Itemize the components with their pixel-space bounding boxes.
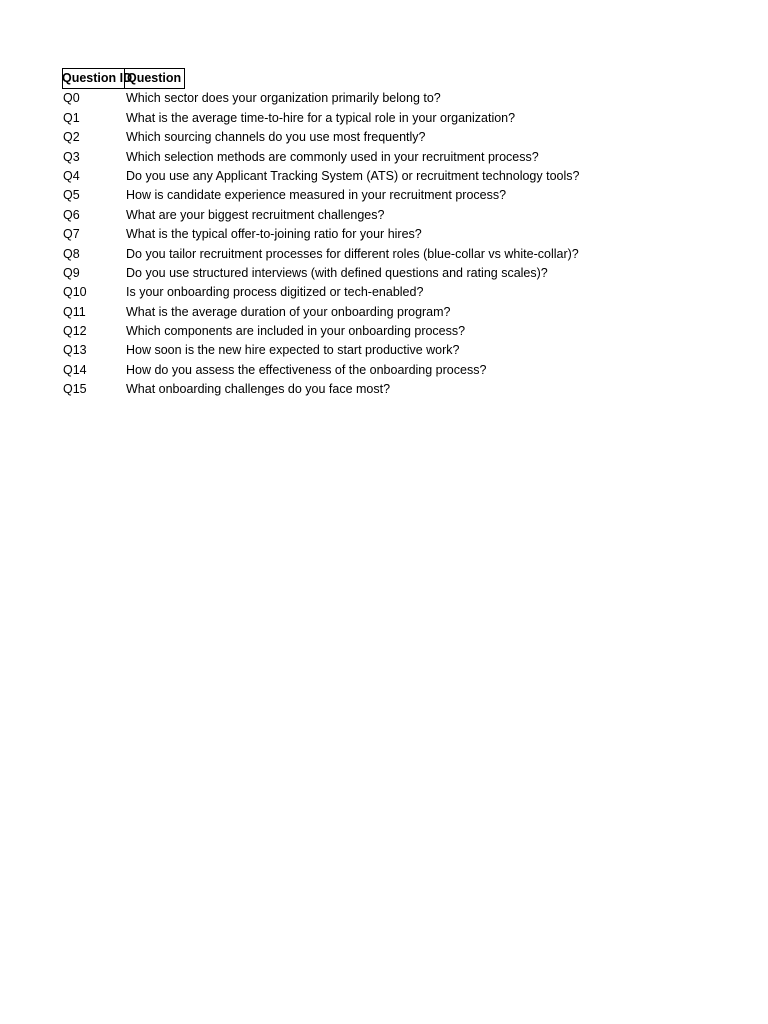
table-row xyxy=(62,322,579,341)
table-row xyxy=(62,341,579,360)
table-header-row xyxy=(62,68,579,89)
question-text-cell: Do you use structured interviews (with defined questions and rating scales)? xyxy=(126,265,548,280)
table-row xyxy=(62,205,579,224)
question-id-cell: Q3 xyxy=(63,149,80,164)
question-id-cell: Q14 xyxy=(63,362,87,377)
table-row xyxy=(62,264,579,283)
header-question-id: Question ID xyxy=(62,68,124,89)
table-row xyxy=(62,360,579,379)
question-id-cell: Q15 xyxy=(63,382,87,397)
question-table xyxy=(62,68,579,399)
question-id-cell: Q5 xyxy=(63,188,80,203)
table-row xyxy=(62,225,579,244)
question-text-cell: Which sourcing channels do you use most frequently? xyxy=(126,130,426,145)
question-text-cell: Do you use any Applicant Tracking System (ATS) or recruitment technology tools? xyxy=(126,168,580,183)
table-row xyxy=(62,108,579,127)
question-id-cell: Q10 xyxy=(63,285,87,300)
question-text-cell: What is the average time-to-hire for a typical role in your organization? xyxy=(126,110,516,125)
table-row xyxy=(62,186,579,205)
question-text-cell: Is your onboarding process digitized or tech-enabled? xyxy=(126,285,424,300)
table-row xyxy=(62,283,579,302)
question-id-cell: Q6 xyxy=(63,207,80,222)
question-text-cell: How do you assess the effectiveness of the onboarding process? xyxy=(126,362,487,377)
table-body xyxy=(62,89,579,399)
question-id-cell: Q4 xyxy=(63,168,80,183)
question-id-cell: Q11 xyxy=(63,304,86,319)
question-text-cell: What is the typical offer-to-joining ratio for your hires? xyxy=(126,227,422,242)
question-text-cell: What onboarding challenges do you face most? xyxy=(126,382,391,397)
question-text-cell: Which sector does your organization primarily belong to? xyxy=(126,91,441,106)
table-row xyxy=(62,380,579,399)
table-row xyxy=(62,128,579,147)
question-text-cell: What is the average duration of your onboarding program? xyxy=(126,304,451,319)
question-text-cell: How soon is the new hire expected to start productive work? xyxy=(126,343,460,358)
question-id-cell: Q7 xyxy=(63,227,80,242)
question-id-cell: Q12 xyxy=(63,324,87,339)
question-id-cell: Q13 xyxy=(63,343,87,358)
question-text-cell: How is candidate experience measured in your recruitment process? xyxy=(126,188,507,203)
question-id-cell: Q9 xyxy=(63,265,80,280)
question-text-cell: Which components are included in your onboarding process? xyxy=(126,324,466,339)
question-id-cell: Q1 xyxy=(63,110,80,125)
question-id-cell: Q8 xyxy=(63,246,80,261)
table-row xyxy=(62,244,579,263)
table-row xyxy=(62,302,579,321)
table-row xyxy=(62,167,579,186)
question-id-cell: Q2 xyxy=(63,130,80,145)
question-text-cell: Do you tailor recruitment processes for different roles (blue-collar vs white-collar)? xyxy=(126,246,579,261)
question-text-cell: Which selection methods are commonly used in your recruitment process? xyxy=(126,149,539,164)
table-row xyxy=(62,147,579,166)
question-id-cell: Q0 xyxy=(63,91,80,106)
header-question: Question xyxy=(124,68,185,89)
question-text-cell: What are your biggest recruitment challenges? xyxy=(126,207,385,222)
table-row xyxy=(62,89,579,108)
